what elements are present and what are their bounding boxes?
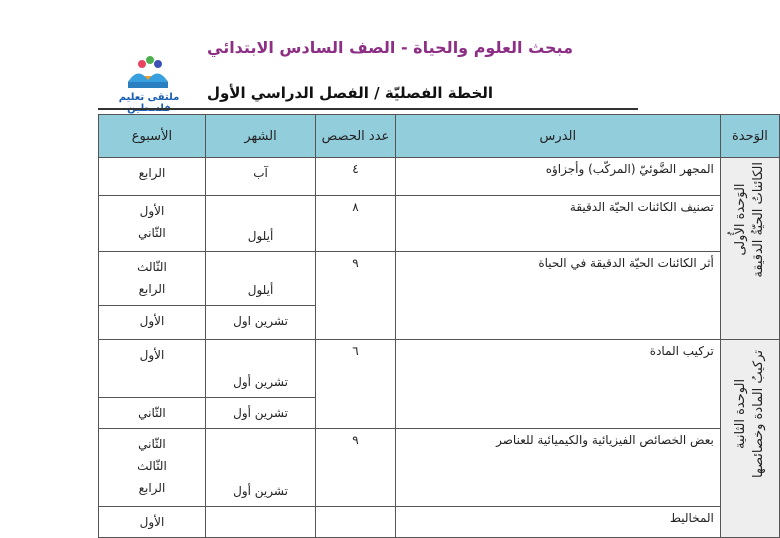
month-cell: تشرين أول [205, 429, 315, 507]
week-cell [99, 252, 206, 306]
count-cell [316, 507, 396, 538]
separator-line [98, 108, 638, 110]
unit-2-line1: الوحدة الثانية [732, 378, 748, 450]
table-row [99, 252, 780, 306]
week-cell: الأول [99, 306, 206, 340]
plan-table [98, 114, 780, 538]
week-cell [99, 196, 206, 252]
month-cell: تشرين اول [205, 306, 315, 340]
week-value: الرابع [138, 481, 166, 495]
table-row [99, 158, 780, 196]
logo-text: ملتقى تعليم [118, 92, 180, 103]
count-cell: ٦ [316, 340, 396, 429]
unit-1-cell [720, 158, 779, 340]
week-cell: الرابع [99, 158, 206, 196]
table-row [99, 507, 780, 538]
week-cell: الأول [99, 507, 206, 538]
lesson-cell: بعض الخصائص الفيزيائية والكيميائية للعناصر [395, 429, 720, 507]
header-count: عدد الحصص [316, 115, 396, 158]
table-row [99, 340, 780, 398]
week-value: الثّالث [137, 459, 167, 473]
page-title: مبحث العلوم والحياة - الصف السادس الابتدائي [207, 38, 573, 57]
week-value: الثّاني [138, 437, 166, 451]
week-value: الثّاني [138, 226, 166, 240]
count-cell: ٩ [316, 429, 396, 507]
month-cell: أيلول [205, 196, 315, 252]
header-lesson: الدرس [395, 115, 720, 158]
week-cell [99, 429, 206, 507]
week-value: الأول [139, 204, 165, 218]
week-cell: الثّاني [99, 398, 206, 429]
lesson-cell: أثر الكائنات الحيّة الدقيقة في الحياة [395, 252, 720, 340]
unit-2-line2: تركيبُ المادة وخصائصها [750, 350, 766, 478]
header-month: الشهر [205, 115, 315, 158]
count-cell: ٨ [316, 196, 396, 252]
unit-2-cell [720, 340, 779, 538]
month-cell: تشرين أول [205, 398, 315, 429]
unit-1-line1: الوَحدة الأُولى [732, 183, 748, 256]
table-row [99, 429, 780, 507]
month-cell [205, 507, 315, 538]
count-cell: ٩ [316, 252, 396, 340]
lesson-cell: تركيب المادة [395, 340, 720, 429]
header-week: الأسبوع [99, 115, 206, 158]
week-value: الرابع [138, 282, 166, 296]
lesson-cell: المخاليط [395, 507, 720, 538]
month-cell: تشرين أول [205, 340, 315, 398]
plan-subtitle: الخطة الفصليّة / الفصل الدراسي الأول [206, 84, 494, 102]
month-cell: أيلول [205, 252, 315, 306]
unit-1-line2: الكائناتُ الحيّةُ الدقيقة [750, 162, 766, 278]
table-row [99, 196, 780, 252]
week-value: الثّالث [137, 260, 167, 274]
week-cell: الأول [99, 340, 206, 398]
month-cell: آب [205, 158, 315, 196]
count-cell: ٤ [316, 158, 396, 196]
table-header-row [99, 115, 780, 158]
lesson-cell: تصنيف الكائنات الحيّة الدقيقة [395, 196, 720, 252]
header-unit: الوَحدة [720, 115, 779, 158]
lesson-cell: المجهر الضَّوئيّ (المركّب) وأجزاؤه [395, 158, 720, 196]
